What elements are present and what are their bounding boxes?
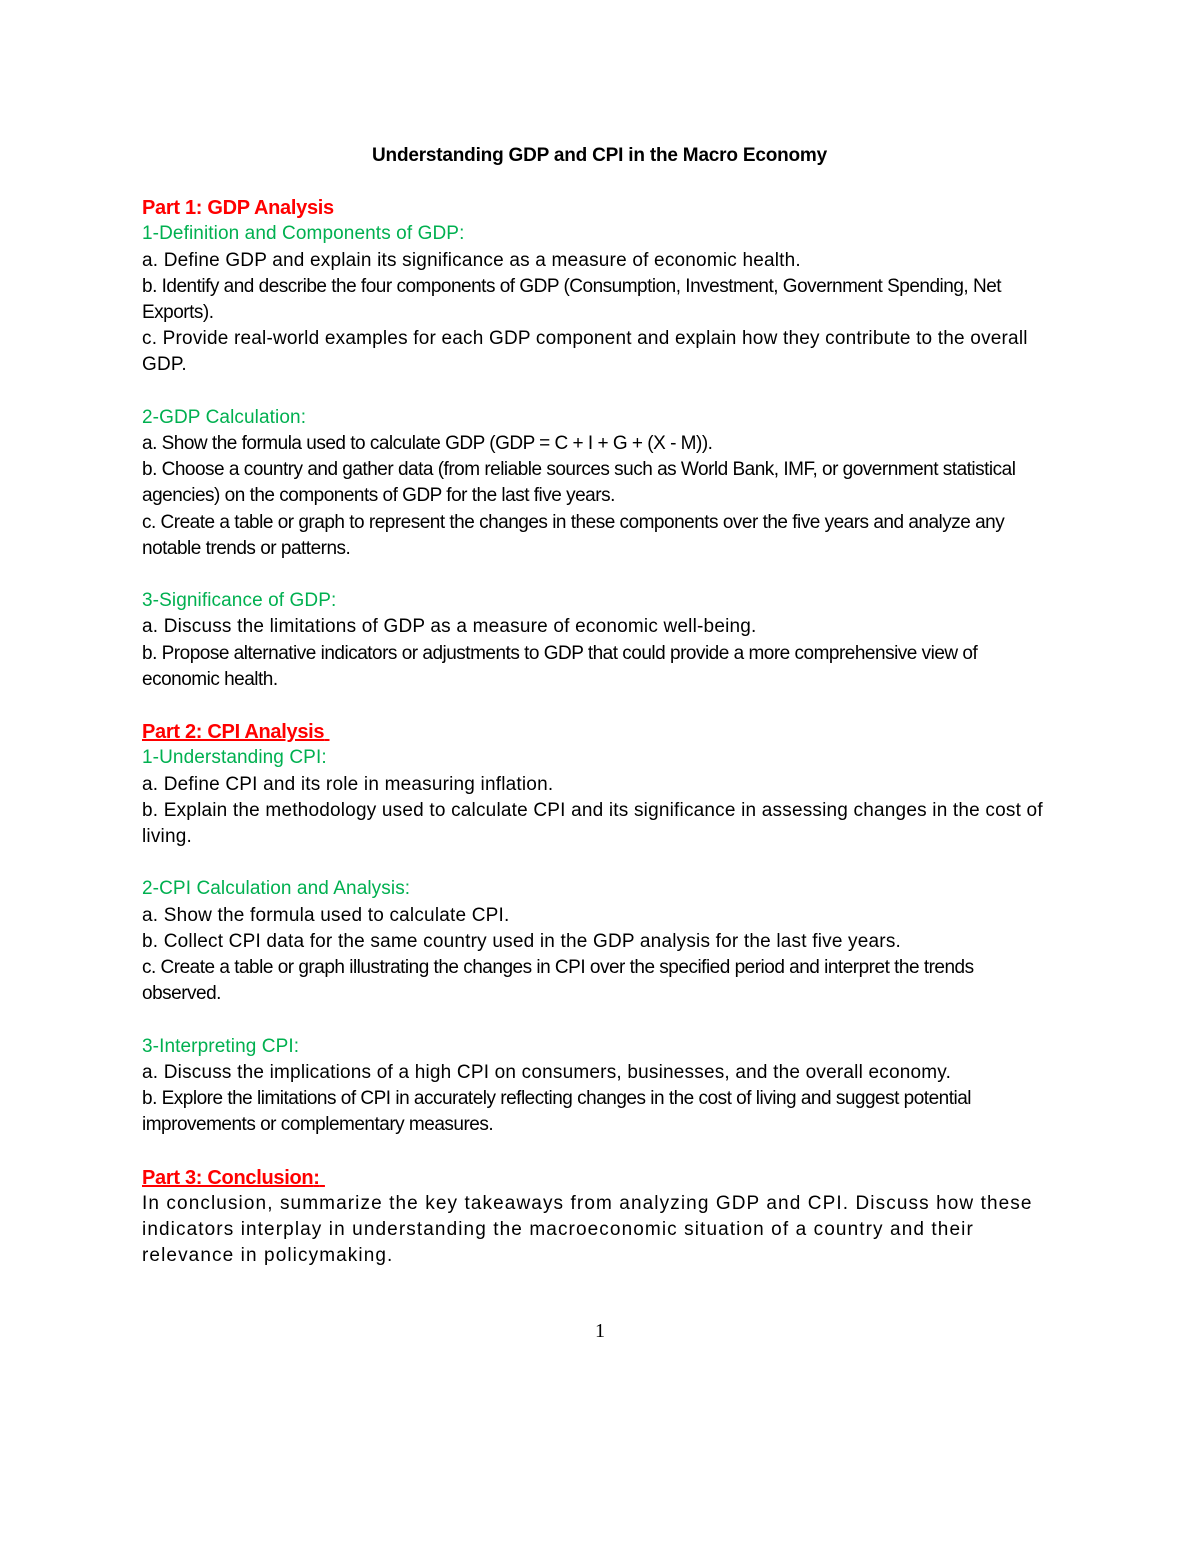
part2-section1-item-b: b. Explain the methodology used to calculate CPI and its significance in assessing changes in the cost of living.: [142, 799, 1043, 848]
part1-section2-item-c: c. Create a table or graph to represent the changes in these components over the five years and analyze any notable trends or patterns.: [142, 511, 1005, 559]
part1-section1-item-c: c. Provide real-world examples for each GDP component and explain how they contribute to the overall GDP.: [142, 328, 1028, 376]
part2-section3-item-a: a. Discuss the implications of a high CPI on consumers, businesses, and the overall economy.: [142, 1061, 952, 1083]
spacer: [142, 1138, 1057, 1164]
part2-section2-item-b: b. Collect CPI data for the same country used in the GDP analysis for the last five years.: [142, 930, 901, 952]
part2-section3-heading: 3-Interpreting CPI:: [142, 1035, 300, 1057]
part1-section2-item-b: b. Choose a country and gather data (from reliable sources such as World Bank, IMF, or government statistical agencies) on the components of GDP for the last five years.: [142, 459, 1016, 507]
part1-section1-heading: 1-Definition and Components of GDP:: [142, 223, 465, 245]
part2-section1-item-a: a. Define CPI and its role in measuring inflation.: [142, 773, 554, 795]
part3-heading-text: Part 3: Conclusion: [142, 1166, 314, 1189]
part1-section3-item-b: b. Propose alternative indicators or adjustments to GDP that could provide a more comprehensive view of economic health.: [142, 642, 978, 690]
conclusion-text: In conclusion, summarize the key takeaways from analyzing GDP and CPI. Discuss how these indicators interplay in understanding the macroeconomic situation of a country and their relevance in policymaking.: [142, 1192, 1033, 1267]
part3-heading-suffix: :: [313, 1166, 320, 1189]
part2-heading-text: Part 2: CPI Analysis: [142, 721, 325, 744]
part1-heading: Part 1: GDP Analysis: [142, 197, 334, 220]
part2-section2-item-c: c. Create a table or graph illustrating the changes in CPI over the specified period and interpret the trends observed.: [142, 957, 974, 1005]
part1-section3-heading: 3-Significance of GDP:: [142, 590, 337, 612]
document-title: Understanding GDP and CPI in the Macro Economy: [372, 145, 827, 166]
spacer: [142, 693, 1057, 719]
part2-section2-item-a: a. Show the formula used to calculate CPI.: [142, 904, 510, 926]
part1-section2-item-a: a. Show the formula used to calculate GDP (GDP = C + I + G + (X - M)).: [142, 433, 713, 455]
part2-heading: [142, 719, 1057, 745]
part2-section2-heading: 2-CPI Calculation and Analysis:: [142, 878, 411, 900]
page-number: 1: [595, 1320, 605, 1342]
part2-section3-item-b: b. Explore the limitations of CPI in accurately reflecting changes in the cost of living and suggest potential improvements or complementary measures.: [142, 1088, 971, 1136]
spacer: [142, 562, 1057, 588]
spacer: [142, 1007, 1057, 1033]
part1-section1-item-b: b. Identify and describe the four components of GDP (Consumption, Investment, Government Spending, Net Exports).: [142, 275, 1002, 324]
spacer: [142, 379, 1057, 405]
part1-section1-item-a: a. Define GDP and explain its significance as a measure of economic health.: [142, 249, 801, 271]
part1-section3-item-a: a. Discuss the limitations of GDP as a measure of economic well-being.: [142, 616, 757, 638]
spacer: [142, 850, 1057, 876]
part1-section2-heading: 2-GDP Calculation:: [142, 406, 307, 428]
part2-section1-heading: 1-Understanding CPI:: [142, 747, 327, 769]
part3-heading: [142, 1165, 1057, 1191]
document-body: [142, 143, 1057, 1269]
